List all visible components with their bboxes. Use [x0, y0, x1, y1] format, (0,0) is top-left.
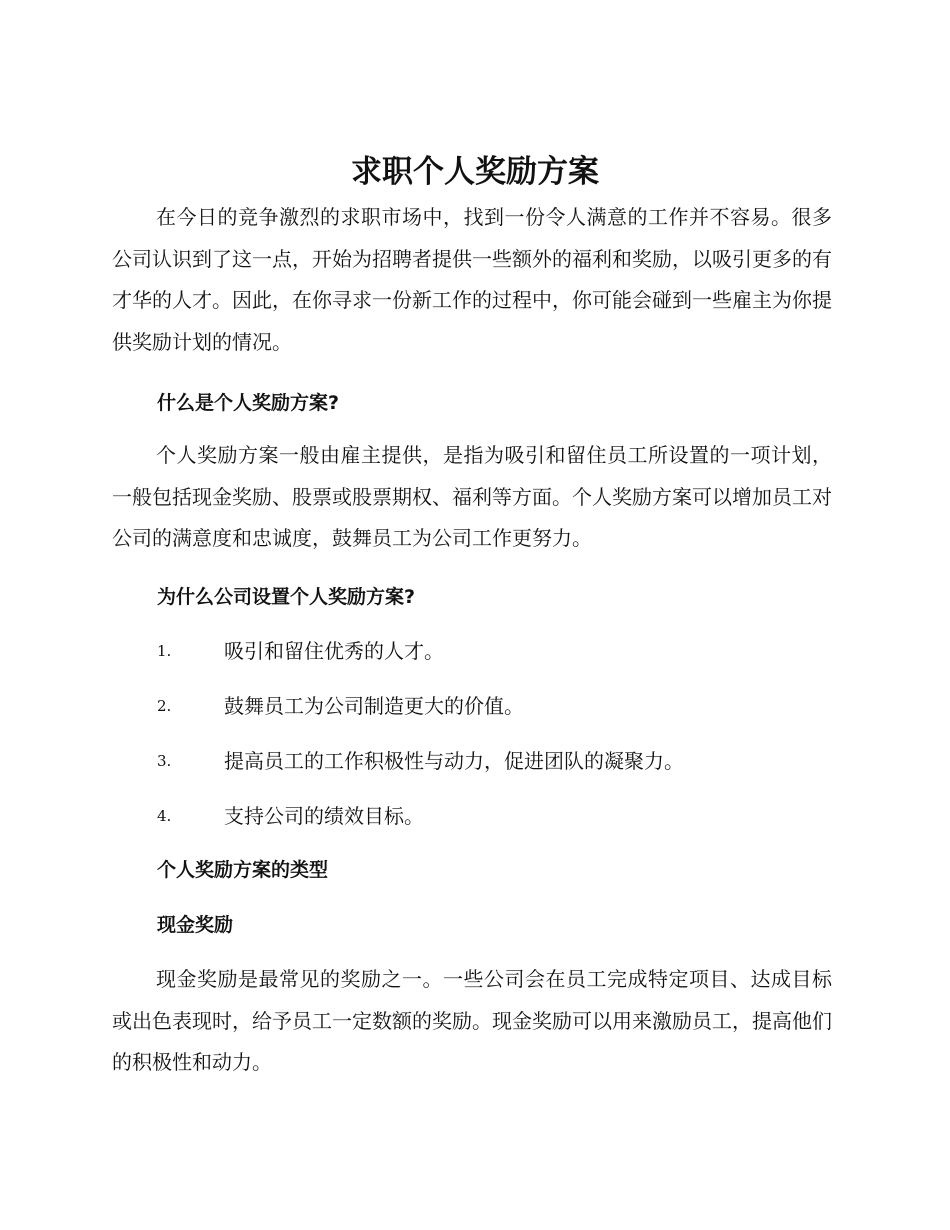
list-number: 2. — [157, 697, 172, 715]
list-number: 1. — [157, 642, 172, 660]
subsection-heading-cash: 现金奖励 — [157, 914, 234, 936]
section-heading-why: 为什么公司设置个人奖励方案? — [157, 586, 416, 608]
document-title: 求职个人奖励方案 — [351, 154, 599, 190]
list-text: 支持公司的绩效目标。 — [224, 804, 424, 828]
list-text: 吸引和留住优秀的人才。 — [224, 639, 444, 663]
list-number: 3. — [157, 752, 172, 770]
section-heading-what: 什么是个人奖励方案? — [157, 392, 340, 414]
section-body-what: 个人奖励方案一般由雇主提供，是指为吸引和留住员工所设置的一项计划，一般包括现金奖励、股票或股票期权、福利等方面。个人奖励方案可以增加员工对公司的满意度和忠诚度，鼓舞员工为公司工作更努力。 — [112, 443, 832, 551]
intro-paragraph: 在今日的竞争激烈的求职市场中，找到一份令人满意的工作并不容易。很多公司认识到了这一点，开始为招聘者提供一些额外的福利和奖励，以吸引更多的有才华的人才。因此，在你寻求一份新工作的过程中，你可能会碰到一些雇主为你提供奖励计划的情况。 — [112, 205, 832, 355]
subsection-body-cash: 现金奖励是最常见的奖励之一。一些公司会在员工完成特定项目、达成目标或出色表现时，给予员工一定数额的奖励。现金奖励可以用来激励员工，提高他们的积极性和动力。 — [112, 967, 832, 1075]
section-heading-types: 个人奖励方案的类型 — [157, 859, 329, 881]
list-number: 4. — [157, 807, 172, 825]
list-text: 提高员工的工作积极性与动力，促进团队的凝聚力。 — [224, 749, 684, 773]
list-text: 鼓舞员工为公司制造更大的价值。 — [224, 694, 524, 718]
